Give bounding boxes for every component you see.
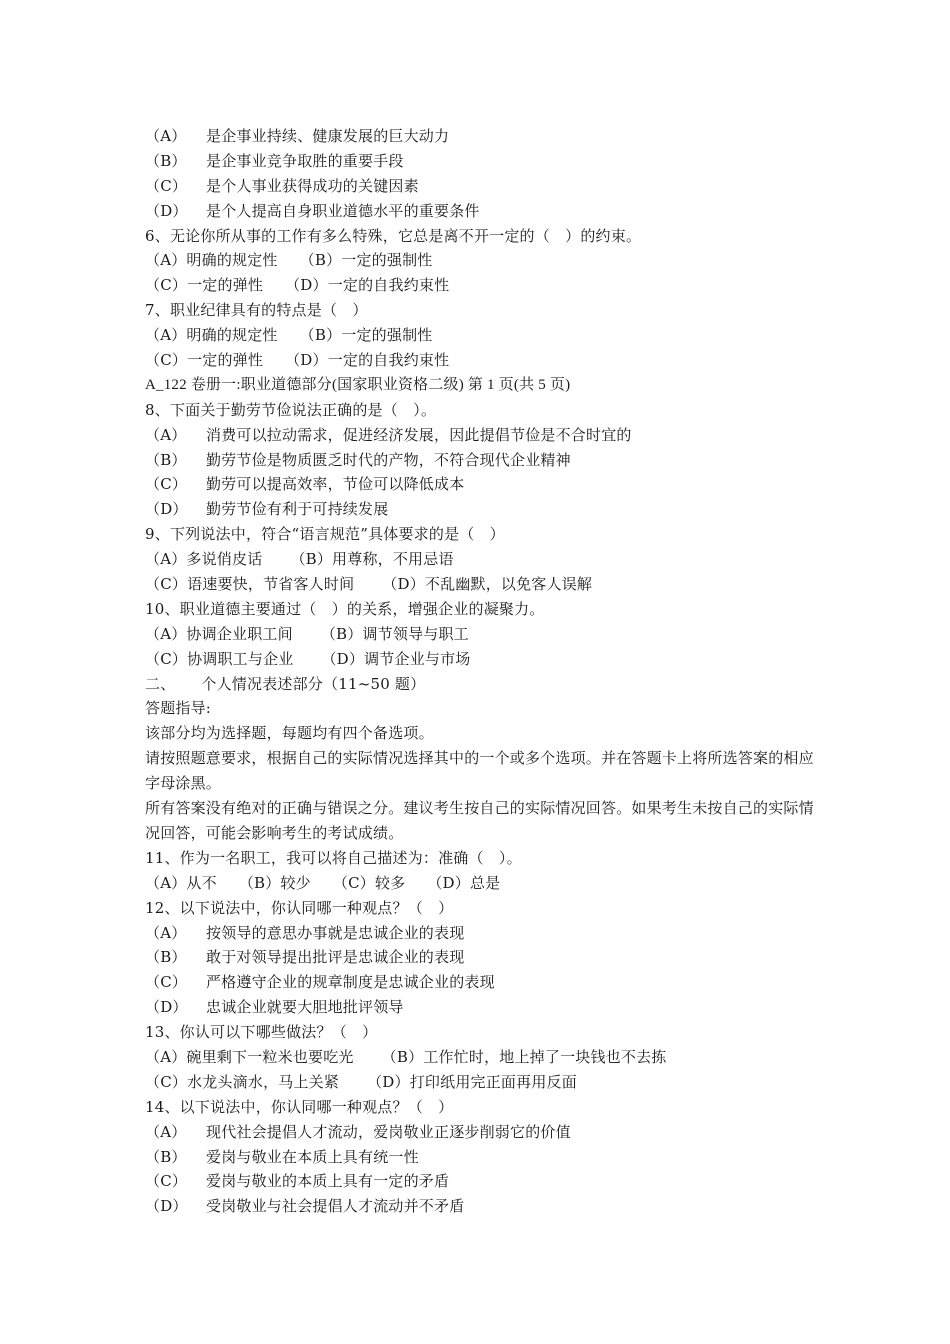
question-13-options-cd: （C）水龙头滴水，马上关紧 （D）打印纸用完正面再用反面 [145, 1072, 577, 1091]
question-8-option-c: （C） 勤劳可以提高效率，节俭可以降低成本 [145, 475, 465, 494]
question-10-options-ab: （A）协调企业职工间 （B）调节领导与职工 [145, 624, 469, 643]
question-8-option-d: （D） 勤劳节俭有利于可持续发展 [145, 500, 389, 519]
question-8: 8、下面关于勤劳节俭说法正确的是（ ）。 [145, 400, 437, 419]
question-14-option-a: （A） 现代社会提倡人才流动，爱岗敬业正逐步削弱它的价值 [145, 1122, 571, 1141]
guide-paragraph-3: 所有答案没有绝对的正确与错误之分。建议考生按自己的实际情况回答。如果考生未按自己的实际情况回答，可能会影响考生的考试成绩。 [145, 799, 814, 842]
question-9-options-cd: （C）语速要快，节省客人时间 （D）不乱幽默，以免客人误解 [145, 575, 593, 594]
question-14-option-b: （B） 爱岗与敬业在本质上具有统一性 [145, 1147, 419, 1166]
question-6-options-ab: （A）明确的规定性 （B）一定的强制性 [145, 251, 433, 270]
guide-title: 答题指导: [145, 699, 212, 718]
question-14-option-d: （D） 受岗敬业与社会提倡人才流动并不矛盾 [145, 1197, 465, 1216]
question-11-options: （A）从不 （B）较少 （C）较多 （D）总是 [145, 873, 501, 892]
question-9: 9、下列说法中，符合“语言规范”具体要求的是（ ） [145, 525, 505, 544]
document-page [145, 124, 815, 1219]
option-a: （A） 是企事业持续、健康发展的巨大动力 [145, 127, 450, 145]
question-8-option-b: （B） 勤劳节俭是物质匮乏时代的产物，不符合现代企业精神 [145, 450, 571, 469]
section-heading: 二、 个人情况表述部分（11~50 题） [145, 674, 426, 693]
question-12: 12、以下说法中，你认同哪一种观点？（ ） [145, 898, 454, 917]
question-7: 7、职业纪律具有的特点是（ ） [145, 301, 368, 320]
question-13: 13、你认可以下哪些做法？（ ） [145, 1023, 378, 1042]
question-8-option-a: （A） 消费可以拉动需求，促进经济发展，因此提倡节俭是不合时宜的 [145, 425, 632, 444]
guide-paragraph-2: 请按照题意要求，根据自己的实际情况选择其中的一个或多个选项。并在答题卡上将所选答案的相应字母涂黑。 [145, 749, 814, 793]
question-14: 14、以下说法中，你认同哪一种观点？（ ） [145, 1097, 454, 1116]
option-c: （C） 是个人事业获得成功的关键因素 [145, 176, 419, 195]
question-12-option-a: （A） 按领导的意思办事就是忠诚企业的表现 [145, 923, 465, 942]
question-6-options-cd: （C）一定的弹性 （D）一定的自我约束性 [145, 276, 450, 295]
question-12-option-b: （B） 敢于对领导提出批评是忠诚企业的表现 [145, 948, 465, 967]
question-12-option-c: （C） 严格遵守企业的规章制度是忠诚企业的表现 [145, 973, 495, 992]
question-10: 10、职业道德主要通过（ ）的关系，增强企业的凝聚力。 [145, 599, 545, 618]
question-7-options-cd: （C）一定的弹性 （D）一定的自我约束性 [145, 351, 450, 370]
guide-paragraph-1: 该部分均为选择题，每题均有四个备选项。 [145, 724, 434, 743]
question-11: 11、作为一名职工，我可以将自己描述为：准确（ ）。 [145, 848, 522, 867]
question-6: 6、无论你所从事的工作有多么特殊，它总是离不开一定的（ ）的约束。 [145, 226, 642, 245]
question-7-options-ab: （A）明确的规定性 （B）一定的强制性 [145, 326, 433, 345]
question-12-option-d: （D） 忠诚企业就要大胆地批评领导 [145, 998, 404, 1017]
question-14-option-c: （C） 爱岗与敬业的本质上具有一定的矛盾 [145, 1172, 450, 1191]
question-9-options-ab: （A）多说俏皮话 （B）用尊称，不用忌语 [145, 550, 454, 569]
question-10-options-cd: （C）协调职工与企业 （D）调节企业与市场 [145, 649, 471, 668]
page-footer: A_122 卷册一:职业道德部分(国家职业资格二级) 第 1 页(共 5 页) [145, 376, 571, 393]
option-b: （B） 是企事业竞争取胜的重要手段 [145, 151, 404, 170]
question-13-options-ab: （A）碗里剩下一粒米也要吃光 （B）工作忙时，地上掉了一块钱也不去拣 [145, 1048, 667, 1067]
option-d: （D） 是个人提高自身职业道德水平的重要条件 [145, 201, 480, 220]
